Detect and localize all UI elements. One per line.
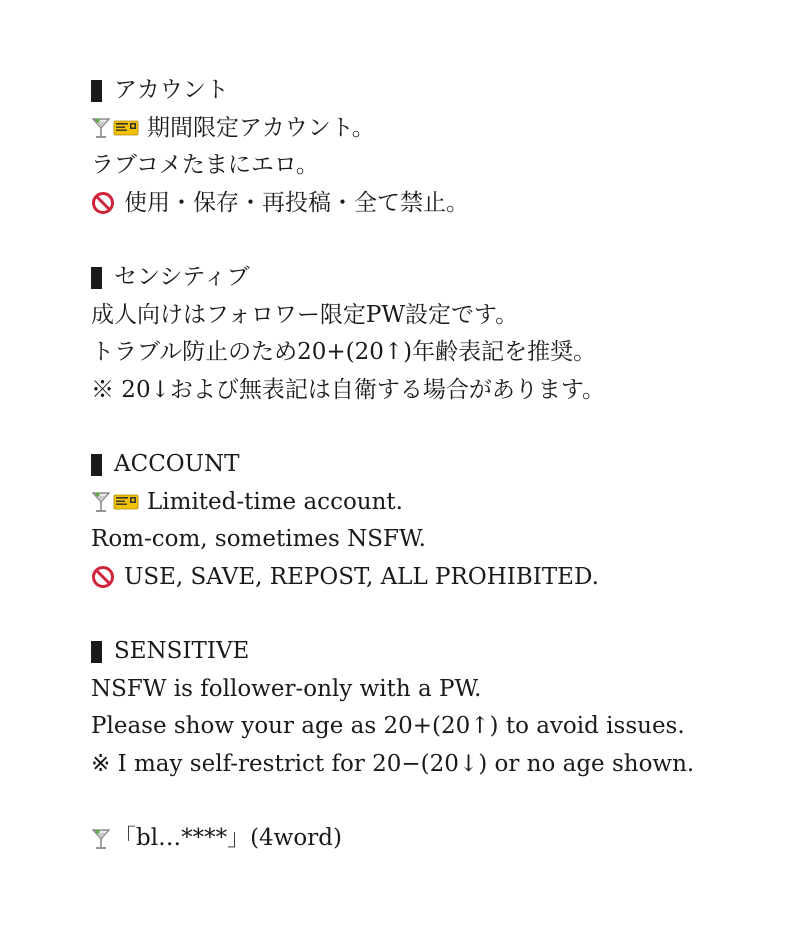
jp-account-line-3	[91, 185, 781, 223]
en-sensitive-heading-text: SENSITIVE	[114, 638, 250, 664]
en-sensitive-line-3	[91, 746, 781, 784]
jp-sensitive-line-1	[91, 297, 781, 335]
jp-sensitive-line-3-text: ※ 20↓および無表記は自衛する場合があります。	[91, 376, 606, 403]
prohibited-icon	[91, 191, 115, 215]
jp-account-line-2	[91, 147, 781, 185]
en-sensitive-line-1-text: NSFW is follower-only with a PW.	[91, 675, 482, 702]
jp-account-heading-text: アカウント	[114, 77, 229, 103]
en-account-line-3	[91, 559, 781, 597]
heading-bar-icon	[91, 80, 102, 102]
en-account-line-1-text: Limited-time account.	[147, 488, 403, 515]
en-account-section	[91, 446, 781, 596]
jp-sensitive-section	[91, 259, 781, 409]
ticket-icon	[113, 493, 139, 511]
jp-account-line-3-text: 使用・保存・再投稿・全て禁止。	[124, 189, 469, 216]
en-account-heading-text: ACCOUNT	[114, 451, 240, 477]
en-account-heading	[91, 446, 781, 484]
jp-account-section	[91, 72, 781, 222]
jp-sensitive-line-3	[91, 372, 781, 410]
prohibited-icon	[91, 565, 115, 589]
password-hint-text: 「bl…****」(4word)	[113, 825, 342, 851]
en-sensitive-line-3-text: ※ I may self-restrict for 20−(20↓) or no age shown.	[91, 750, 695, 777]
en-sensitive-heading	[91, 633, 781, 671]
en-account-line-2	[91, 521, 781, 559]
cocktail-glass-icon	[91, 117, 111, 139]
jp-sensitive-line-2-text: トラブル防止のため20+(20↑)年齢表記を推奨。	[91, 339, 597, 365]
jp-sensitive-line-1-text: 成人向けはフォロワー限定PW設定です。	[91, 301, 519, 328]
ticket-icon	[113, 119, 139, 137]
jp-sensitive-line-2	[91, 334, 781, 372]
jp-account-line-1	[91, 110, 781, 148]
jp-account-heading	[91, 72, 781, 110]
heading-bar-icon	[91, 641, 102, 663]
jp-account-line-1-text: 期間限定アカウント。	[147, 114, 375, 141]
cocktail-glass-icon	[91, 491, 111, 513]
profile-document	[91, 72, 781, 895]
password-hint-line	[91, 820, 781, 858]
jp-account-line-2-text: ラブコメたまにエロ。	[91, 152, 319, 178]
en-account-line-1	[91, 484, 781, 522]
en-sensitive-line-1	[91, 671, 781, 709]
cocktail-glass-icon	[91, 828, 111, 850]
en-sensitive-line-2	[91, 708, 781, 746]
jp-sensitive-heading-text: センシティブ	[114, 264, 250, 290]
heading-bar-icon	[91, 267, 102, 289]
heading-bar-icon	[91, 454, 102, 476]
password-hint-section	[91, 820, 781, 858]
en-sensitive-section	[91, 633, 781, 783]
en-account-line-3-text: USE, SAVE, REPOST, ALL PROHIBITED.	[124, 563, 599, 590]
en-sensitive-line-2-text: Please show your age as 20+(20↑) to avoid issues.	[91, 713, 685, 739]
jp-sensitive-heading	[91, 259, 781, 297]
en-account-line-2-text: Rom-com, sometimes NSFW.	[91, 526, 426, 552]
